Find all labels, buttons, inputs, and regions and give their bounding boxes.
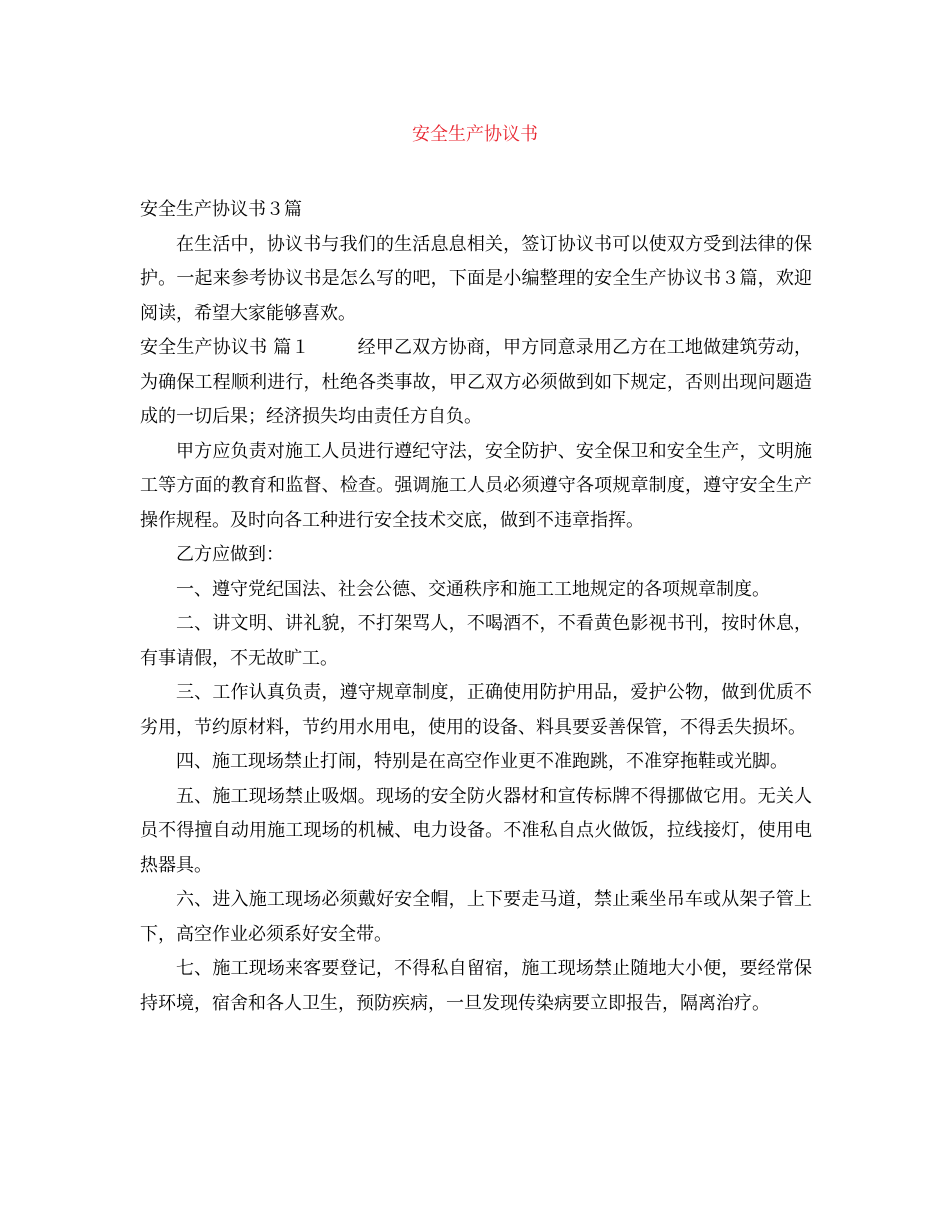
rule-item-1: 一、遵守党纪国法、社会公德、交通秩序和施工工地规定的各项规章制度。 <box>176 578 770 600</box>
intro-paragraph: 在生活中，协议书与我们的生活息息相关，签订协议书可以使双方受到法律的保护。一起来参考协议书是怎么写的吧，下面是小编整理的安全生产协议书３篇，欢迎阅读，希望大家能够喜欢。 <box>140 233 812 324</box>
section-1-text: 经甲乙双方协商，甲方同意录用乙方在工地做建筑劳动，为确保工程顺利进行，杜绝各类事故，甲乙双方必须做到如下规定，否则出现问题造成的一切后果；经济损失均由责任方自负。 <box>140 337 812 427</box>
section-1-label: 安全生产协议书 篇１ <box>140 337 310 358</box>
rule-item-2: 二、讲文明、讲礼貌，不打架骂人，不喝酒不，不看黄色影视书刊，按时休息，有事请假，不无故旷工。 <box>140 613 812 669</box>
party-b-heading: 乙方应做到： <box>176 544 284 565</box>
rule-item-7: 七、施工现场来客要登记，不得私自留宿，施工现场禁止随地大小便，要经常保持环境，宿舍和各人卫生，预防疾病，一旦发现传染病要立即报告，隔离治疗。 <box>140 958 812 1014</box>
party-a-duty-paragraph: 甲方应负责对施工人员进行遵纪守法，安全防护、安全保卫和安全生产，文明施工等方面的教育和监督、检查。强调施工人员必须遵守各项规章制度，遵守安全生产操作规程。及时向各工种进行安全技术交底，做到不违章指挥。 <box>140 440 812 531</box>
rule-item-4: 四、施工现场禁止打闹，特别是在高空作业更不准跑跳，不准穿拖鞋或光脚。 <box>176 751 788 772</box>
document-subtitle: 安全生产协议书３篇 <box>140 199 302 220</box>
section-1-paragraph <box>140 331 812 435</box>
rule-item-6: 六、进入施工现场必须戴好安全帽，上下要走马道，禁止乘坐吊车或从架子管上下，高空作业必须系好安全带。 <box>140 889 812 945</box>
document-title: 安全生产协议书 <box>412 124 538 145</box>
rule-item-3: 三、工作认真负责，遵守规章制度，正确使用防护用品，爱护公物，做到优质不劣用，节约原材料，节约用水用电，使用的设备、料具要妥善保管，不得丢失损坏。 <box>140 682 812 738</box>
document-body <box>140 193 812 1021</box>
rule-item-5: 五、施工现场禁止吸烟。现场的安全防火器材和宣传标牌不得挪做它用。无关人员不得擅自动用施工现场的机械、电力设备。不准私自点火做饭，拉线接灯，使用电热器具。 <box>140 785 812 876</box>
